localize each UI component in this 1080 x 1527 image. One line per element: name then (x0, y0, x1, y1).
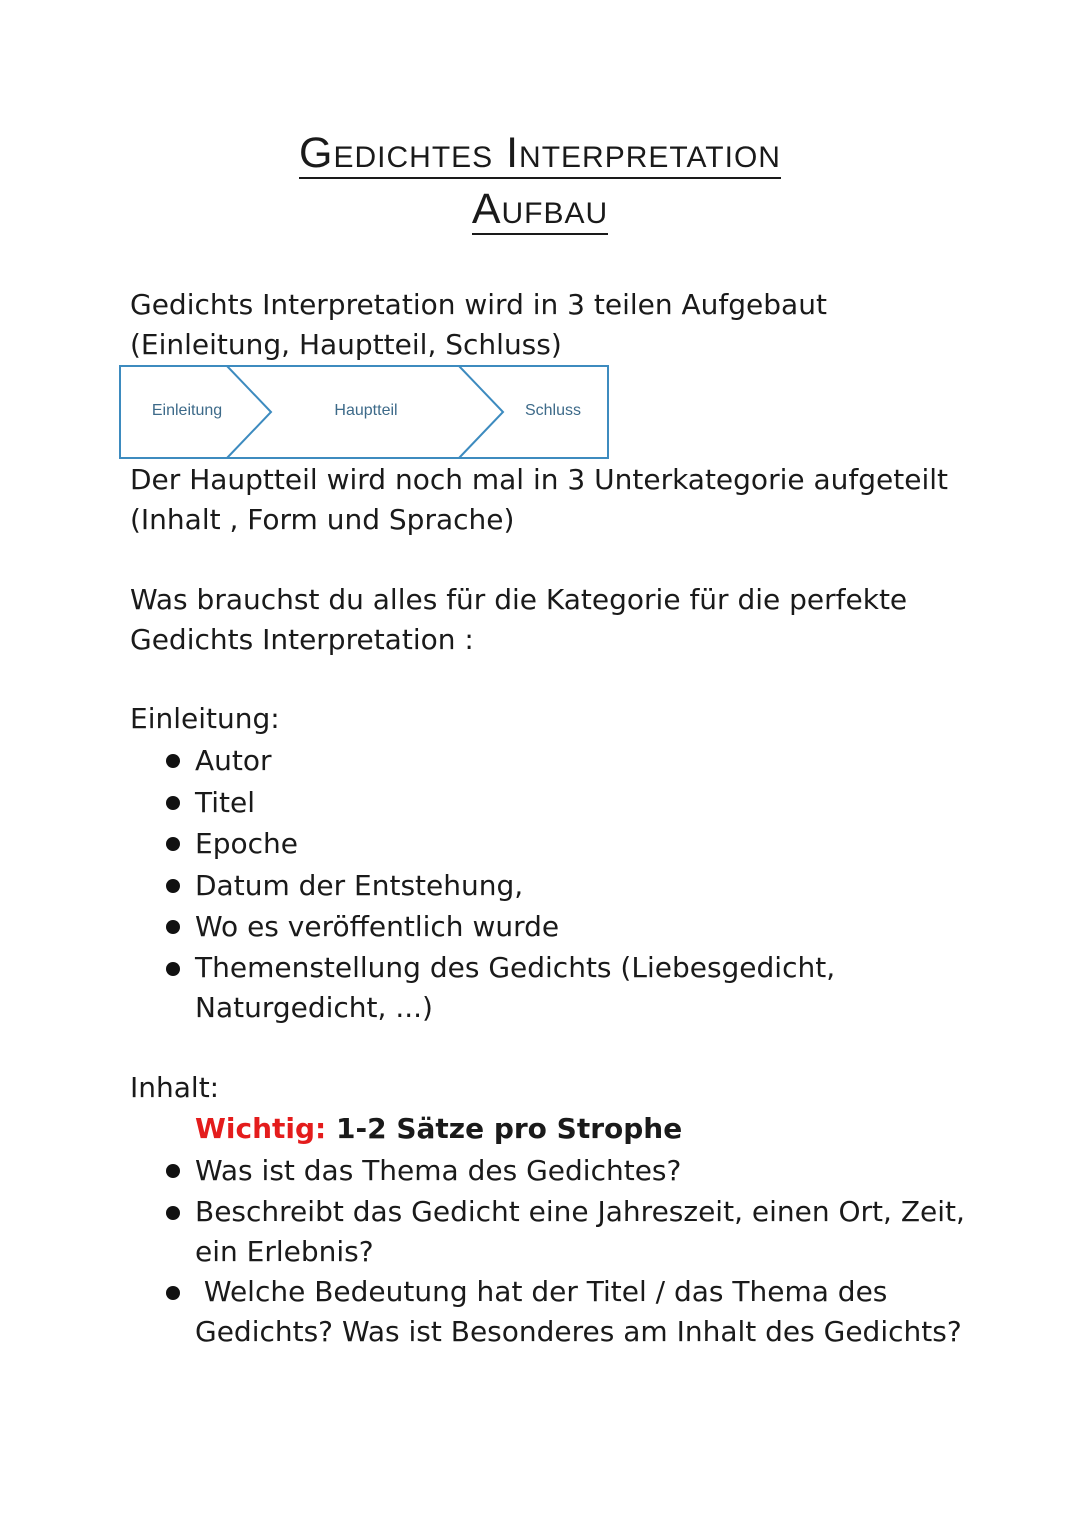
bullet-icon (166, 837, 180, 851)
einleitung-heading-text: Einleitung: (130, 702, 280, 735)
hauptteil-line-1: Der Hauptteil wird noch mal in 3 Unterkategorie aufgeteilt (130, 463, 948, 496)
question-line-2: Gedichts Interpretation : (130, 623, 474, 656)
structure-flow-diagram (119, 365, 609, 459)
list-item (160, 740, 835, 782)
important-text: 1-2 Sätze pro Strophe (326, 1112, 683, 1145)
list-item (160, 1272, 965, 1352)
list-item-text-continued: ein Erlebnis? (195, 1234, 374, 1268)
bullet-icon (166, 920, 180, 934)
list-item-text-continued: Naturgedicht, ...) (195, 990, 433, 1024)
bullet-icon (166, 1164, 180, 1178)
einleitung-list (160, 740, 835, 1028)
inhalt-list (160, 1150, 965, 1352)
bullet-icon (166, 879, 180, 893)
bullet-icon (166, 1206, 180, 1220)
bullet-icon (166, 796, 180, 810)
list-item (160, 823, 835, 865)
list-item-text: Themenstellung des Gedichts (Liebesgedicht, (195, 950, 836, 984)
hauptteil-line-2: (Inhalt , Form und Sprache) (130, 503, 515, 536)
question-line-1: Was brauchst du alles für die Kategorie für die perfekte (130, 583, 908, 616)
list-item (160, 948, 835, 1028)
list-item-text: Wo es veröffentlich wurde (195, 910, 560, 944)
list-item (160, 1192, 965, 1272)
flow-step-hauptteil: Hauptteil (334, 402, 398, 419)
list-item-text: Autor (195, 744, 272, 777)
question-paragraph (130, 580, 907, 660)
important-note (195, 1109, 682, 1149)
list-item-text: Was ist das Thema des Gedichtes? (195, 1154, 682, 1187)
list-item (160, 865, 835, 907)
intro-paragraph (130, 285, 827, 365)
flow-step-einleitung: Einleitung (151, 402, 223, 419)
list-item-text: Datum der Entstehung, (195, 868, 524, 902)
list-item-text-continued: Gedichts? Was ist Besonderes am Inhalt des Gedichts? (195, 1314, 962, 1348)
page-subtitle (0, 185, 1080, 235)
inhalt-heading-text: Inhalt: (130, 1071, 220, 1104)
hauptteil-paragraph (130, 460, 948, 540)
list-item-text: Epoche (195, 827, 298, 861)
bullet-icon (166, 754, 180, 768)
list-item (160, 906, 835, 948)
list-item-text: Beschreibt das Gedicht eine Jahreszeit, einen Ort, Zeit, (195, 1194, 965, 1228)
einleitung-heading (130, 699, 280, 739)
list-item (160, 782, 835, 824)
flow-step-schluss: Schluss (524, 402, 582, 419)
page-title-line-2: Aufbau (471, 185, 609, 233)
bullet-icon (166, 962, 180, 976)
page-title (0, 129, 1080, 179)
intro-line-2: (Einleitung, Hauptteil, Schluss) (130, 328, 562, 361)
page-title-line-1: Gedichtes Interpretation (299, 129, 781, 177)
list-item-text: Welche Bedeutung hat der Titel / das Thema des (195, 1274, 888, 1308)
inhalt-heading (130, 1068, 219, 1108)
list-item-text: Titel (195, 785, 256, 819)
intro-line-1: Gedichts Interpretation wird in 3 teilen Aufgebaut (130, 288, 827, 321)
list-item (160, 1150, 965, 1192)
important-label: Wichtig: (195, 1112, 327, 1145)
bullet-icon (166, 1286, 180, 1300)
